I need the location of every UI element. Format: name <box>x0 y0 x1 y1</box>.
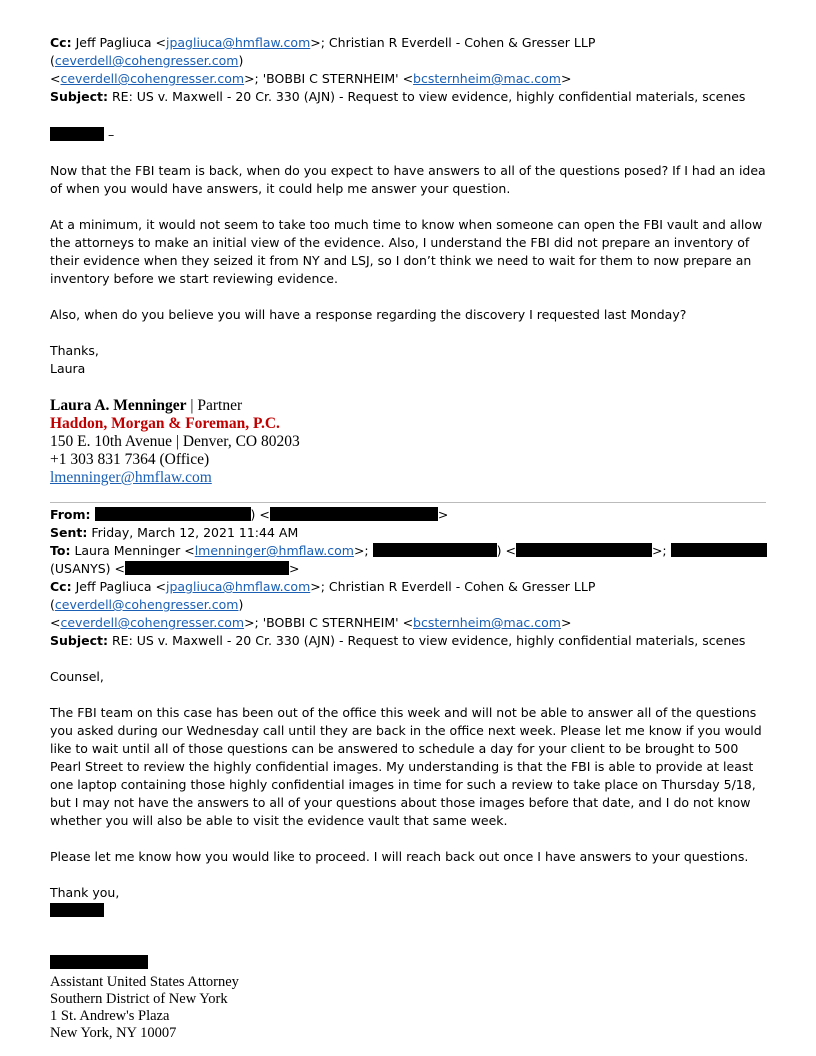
email2-sent-line <box>50 524 770 542</box>
email2-to-line-cont: (USANYS) < > <box>50 561 300 576</box>
email-separator <box>50 502 766 503</box>
email1-greeting <box>50 126 770 144</box>
signature-name: Laura A. Menninger <box>50 397 187 414</box>
email-document <box>50 34 770 1042</box>
email1-cc-line: Cc: Jeff Pagliuca <jpagliuca@hmflaw.com>; Christian R Everdell - Cohen & Gresser LLP (ceverdell@cohengresser.com) <box>50 35 596 68</box>
cc-name: Jeff Pagliuca <box>75 35 152 50</box>
cc-email-link[interactable]: ceverdell@cohengresser.com <box>60 615 245 630</box>
cc-name: Christian R Everdell - Cohen & Gresser LLP <box>328 35 596 50</box>
email1-subject-line <box>50 88 770 106</box>
sent-datetime: Friday, March 12, 2021 11:44 AM <box>91 525 299 540</box>
cc-email-link[interactable]: ceverdell@cohengresser.com <box>54 597 239 612</box>
email2-cc-line: Cc: Jeff Pagliuca <jpagliuca@hmflaw.com>; Christian R Everdell - Cohen & Gresser LLP (ceverdell@cohengresser.com) <box>50 579 596 612</box>
cc-email-link[interactable]: ceverdell@cohengresser.com <box>60 71 245 86</box>
cc-label: Cc: <box>50 579 72 594</box>
redaction-box <box>50 127 104 141</box>
email2-salutation: Counsel, <box>50 669 104 684</box>
email2-signature-name <box>50 954 770 972</box>
signature-firm: Haddon, Morgan & Foreman, P.C. <box>50 415 280 432</box>
cc-label: Cc: <box>50 35 72 50</box>
sent-label: Sent: <box>50 525 88 540</box>
cc-name: 'BOBBI C STERNHEIM' <box>262 71 399 86</box>
email2-signature-block <box>50 974 770 1042</box>
email2-closing-name <box>50 902 770 920</box>
email2-cc-line-cont: <ceverdell@cohengresser.com>; 'BOBBI C STERNHEIM' <bcsternheim@mac.com> <box>50 615 572 630</box>
signature-address: 150 E. 10th Avenue | Denver, CO 80203 <box>50 433 300 450</box>
subject-label: Subject: <box>50 633 108 648</box>
to-label: To: <box>50 543 71 558</box>
cc-email-link[interactable]: bcsternheim@mac.com <box>413 615 561 630</box>
to-email-link[interactable]: lmenninger@hmflaw.com <box>194 543 354 558</box>
redaction-box <box>95 507 251 521</box>
email2-closing: Thank you, <box>50 885 120 900</box>
subject-text: RE: US v. Maxwell - 20 Cr. 330 (AJN) - Request to view evidence, highly confidential materials, scenes <box>111 89 746 104</box>
email2-subject-line <box>50 632 770 650</box>
email2-to-line: To: Laura Menninger <lmenninger@hmflaw.com>; ) < >; <box>50 542 770 560</box>
email1-paragraph-1: Now that the FBI team is back, when do you expect to have answers to all of the questions posed? If I had an idea of when you would have answers, it could help me answer your question. <box>50 163 766 196</box>
email1-paragraph-3: Also, when do you believe you will have a response regarding the discovery I requested last Monday? <box>50 307 687 322</box>
signature-office: Southern District of New York <box>50 991 228 1007</box>
email1-cc-line-cont: <ceverdell@cohengresser.com>; 'BOBBI C STERNHEIM' <bcsternheim@mac.com> <box>50 71 572 86</box>
email1-paragraph-2: At a minimum, it would not seem to take too much time to know when someone can open the FBI vault and allow the attorneys to make an initial view of the evidence. Also, I understand the FBI did not prepare an inventory of their evidence when they seized it from NY and LSJ, so I don’t think we need to wait for them to now prepare an inventory before we start reviewing evidence. <box>50 217 763 286</box>
redaction-box <box>270 507 438 521</box>
email1-closing: Thanks, <box>50 343 99 358</box>
signature-block <box>50 397 770 487</box>
cc-email-link[interactable]: jpagliuca@hmflaw.com <box>165 35 311 50</box>
cc-name: 'BOBBI C STERNHEIM' <box>262 615 399 630</box>
redaction-box <box>50 903 104 917</box>
cc-email-link[interactable]: jpagliuca@hmflaw.com <box>165 579 311 594</box>
signature-email-link[interactable]: lmenninger@hmflaw.com <box>50 469 212 486</box>
from-label: From: <box>50 507 91 522</box>
signature-title: Assistant United States Attorney <box>50 974 239 990</box>
signature-address: 1 St. Andrew's Plaza <box>50 1008 170 1024</box>
email2-from-line: From: ) < > <box>50 507 449 522</box>
redaction-box <box>50 955 148 969</box>
redaction-box <box>125 561 289 575</box>
email1-closing-name: Laura <box>50 361 86 376</box>
email2-paragraph-2: Please let me know how you would like to proceed. I will reach back out once I have answers to your questions. <box>50 849 749 864</box>
signature-address: New York, NY 10007 <box>50 1025 177 1041</box>
cc-email-link[interactable]: ceverdell@cohengresser.com <box>54 53 239 68</box>
signature-title: | Partner <box>186 397 243 414</box>
subject-text: RE: US v. Maxwell - 20 Cr. 330 (AJN) - Request to view evidence, highly confidential materials, scenes <box>111 633 746 648</box>
cc-email-link[interactable]: bcsternheim@mac.com <box>413 71 561 86</box>
greeting-suffix: – <box>104 127 115 142</box>
to-usanys: (USANYS) <box>50 561 111 576</box>
to-name: Laura Menninger <box>74 543 181 558</box>
email2-paragraph-1: The FBI team on this case has been out of the office this week and will not be able to answer all of the questions you asked during our Wednesday call until they are back in the office next week. Please let me know if you would like to wait until all of those questions can be answered to schedule a day for your client to be brought to 500 Pearl Street to review the highly confidential images. My understanding is that the FBI is able to provide at least one laptop containing those highly confidential images in time for such a review to take place on Thursday 5/18, but I may not have the answers to all of your questions about those images before that date, and I do not know whether you will also be able to visit the evidence vault that same week. <box>50 705 762 828</box>
redaction-box <box>671 543 767 557</box>
redaction-box <box>516 543 652 557</box>
cc-name: Christian R Everdell - Cohen & Gresser LLP <box>328 579 596 594</box>
cc-name: Jeff Pagliuca <box>75 579 152 594</box>
subject-label: Subject: <box>50 89 108 104</box>
signature-phone: +1 303 831 7364 (Office) <box>50 451 210 468</box>
redaction-box <box>373 543 497 557</box>
